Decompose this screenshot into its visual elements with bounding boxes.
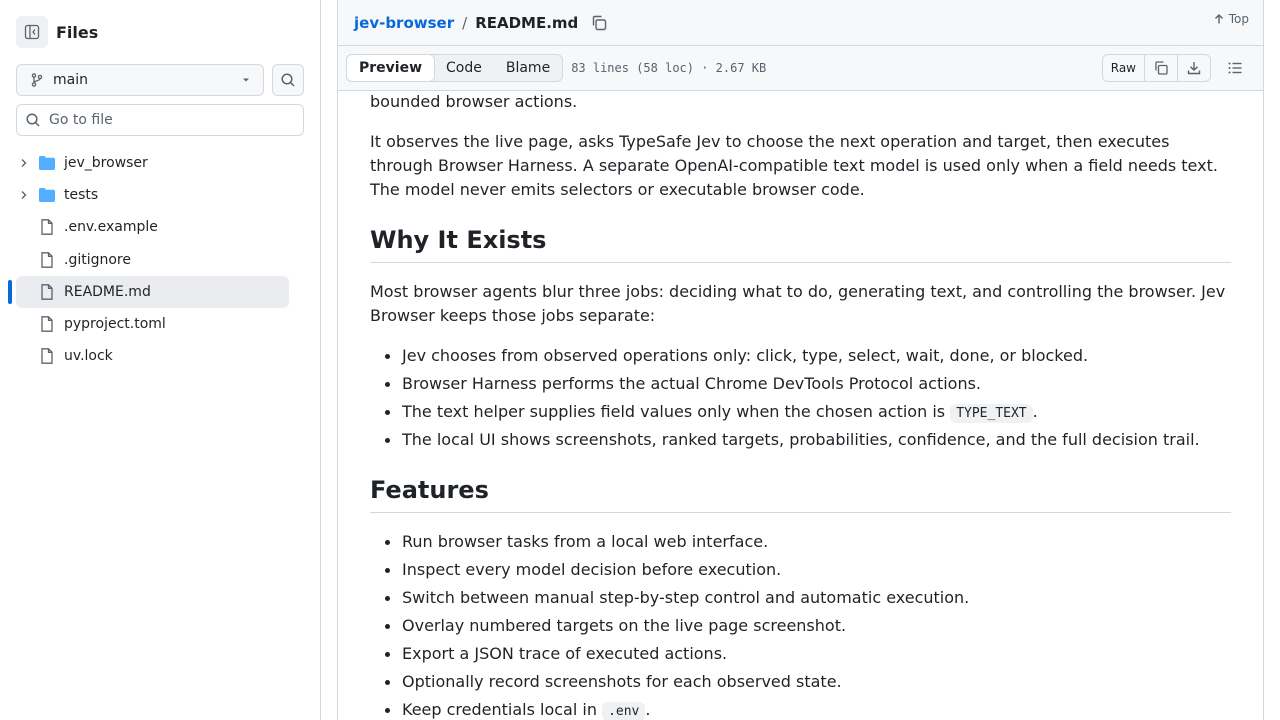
tree-item-label: uv.lock bbox=[64, 348, 113, 364]
arrow-up-icon bbox=[1213, 13, 1225, 25]
branch-name: main bbox=[53, 72, 88, 88]
collapse-sidebar-button[interactable] bbox=[16, 16, 48, 48]
tree-item-label: pyproject.toml bbox=[64, 316, 166, 332]
active-file-indicator bbox=[8, 280, 12, 304]
tree-item-jev-browser[interactable] bbox=[16, 147, 289, 179]
list-item-text-tail: . bbox=[645, 700, 651, 719]
file-icon bbox=[38, 218, 56, 236]
list-item bbox=[370, 400, 1231, 428]
outline-button[interactable] bbox=[1221, 54, 1249, 82]
list-item-text-tail: . bbox=[1032, 402, 1038, 421]
tab-code[interactable]: Code bbox=[446, 60, 482, 76]
features-list bbox=[370, 530, 1231, 720]
tab-preview[interactable]: Preview bbox=[346, 54, 435, 82]
caret-down-icon bbox=[241, 75, 251, 85]
inline-code: TYPE_TEXT bbox=[950, 404, 1032, 423]
list-item: Jev chooses from observed operations only: click, type, select, wait, done, or blocked. bbox=[370, 344, 1231, 372]
inline-code: .env bbox=[602, 702, 645, 720]
tree-item-pyproject[interactable] bbox=[16, 308, 289, 340]
tab-blame[interactable]: Blame bbox=[505, 60, 551, 76]
chevron-right-icon[interactable] bbox=[18, 157, 30, 169]
list-item: Export a JSON trace of executed actions. bbox=[370, 642, 1231, 670]
back-to-top-button[interactable] bbox=[1213, 12, 1249, 26]
breadcrumb-repo-link[interactable]: jev-browser bbox=[354, 13, 455, 32]
search-icon bbox=[280, 72, 296, 88]
folder-icon bbox=[38, 186, 56, 204]
list-item: Browser Harness performs the actual Chrome DevTools Protocol actions. bbox=[370, 372, 1231, 400]
branch-selector[interactable] bbox=[16, 64, 264, 96]
folder-icon bbox=[38, 154, 56, 172]
copy-raw-button[interactable] bbox=[1145, 55, 1178, 81]
intro-paragraph-tail: bounded browser actions. bbox=[370, 92, 578, 111]
search-icon bbox=[25, 112, 41, 128]
breadcrumb-separator: / bbox=[462, 13, 468, 32]
tree-item-label: jev_browser bbox=[64, 155, 148, 171]
copy-path-icon[interactable] bbox=[590, 14, 608, 32]
list-outline-icon bbox=[1227, 60, 1243, 76]
tree-item-label: tests bbox=[64, 187, 99, 203]
download-button[interactable] bbox=[1178, 55, 1210, 81]
file-icon bbox=[38, 347, 56, 365]
list-item: Run browser tasks from a local web interface. bbox=[370, 530, 1231, 558]
heading-features: Features bbox=[370, 476, 1231, 513]
overview-paragraph: It observes the live page, asks TypeSafe Jev to choose the next operation and target, then executes through Browser Harness. A separate OpenAI-compatible text model is used only when a field needs text. The model never emits selectors or executable browser code. bbox=[370, 132, 1218, 199]
file-icon bbox=[38, 251, 56, 269]
go-to-file-input[interactable] bbox=[16, 104, 304, 136]
file-header bbox=[337, 0, 1264, 45]
list-item-text: The text helper supplies field values only when the chosen action is bbox=[402, 402, 951, 421]
why-paragraph: Most browser agents blur three jobs: deciding what to do, generating text, and controlling the browser. Jev Browser keeps those jobs separate: bbox=[370, 282, 1226, 325]
list-item: Inspect every model decision before execution. bbox=[370, 558, 1231, 586]
sidebar-title: Files bbox=[56, 22, 99, 42]
breadcrumb-file-name: README.md bbox=[475, 13, 579, 32]
list-item bbox=[370, 698, 1231, 720]
file-toolbar bbox=[337, 45, 1264, 91]
chevron-right-icon[interactable] bbox=[18, 189, 30, 201]
tree-item-label: .gitignore bbox=[64, 252, 131, 268]
tree-item-gitignore[interactable] bbox=[16, 244, 289, 276]
tree-item-env-example[interactable] bbox=[16, 211, 289, 243]
view-mode-tabs bbox=[346, 54, 563, 82]
list-item: Overlay numbered targets on the live page screenshot. bbox=[370, 614, 1231, 642]
readme-viewer bbox=[337, 91, 1264, 720]
tree-item-uv-lock[interactable] bbox=[16, 340, 289, 372]
tree-item-readme[interactable] bbox=[16, 276, 289, 308]
tree-item-tests[interactable] bbox=[16, 179, 289, 211]
copy-icon bbox=[1153, 60, 1169, 76]
file-actions bbox=[1102, 54, 1249, 82]
file-action-group bbox=[1102, 54, 1211, 82]
sidebar-collapse-icon bbox=[24, 24, 40, 40]
download-icon bbox=[1186, 60, 1202, 76]
tree-item-label: README.md bbox=[64, 284, 151, 300]
sidebar-divider[interactable] bbox=[320, 0, 321, 720]
file-stats: 83 lines (58 loc) · 2.67 KB bbox=[571, 61, 767, 75]
go-to-file-placeholder: Go to file bbox=[49, 112, 113, 128]
sidebar-header bbox=[16, 16, 98, 48]
raw-button[interactable]: Raw bbox=[1103, 55, 1145, 81]
why-list bbox=[370, 344, 1231, 456]
list-item: Optionally record screenshots for each observed state. bbox=[370, 670, 1231, 698]
search-files-button[interactable] bbox=[272, 64, 304, 96]
tree-item-label: .env.example bbox=[64, 219, 158, 235]
heading-why-it-exists: Why It Exists bbox=[370, 226, 1231, 263]
list-item: Switch between manual step-by-step control and automatic execution. bbox=[370, 586, 1231, 614]
top-label: Top bbox=[1228, 12, 1249, 26]
file-icon bbox=[38, 283, 56, 301]
list-item-text: Keep credentials local in bbox=[402, 700, 603, 719]
file-icon bbox=[38, 315, 56, 333]
file-tree-sidebar bbox=[0, 0, 320, 720]
list-item: The local UI shows screenshots, ranked targets, probabilities, confidence, and the full decision trail. bbox=[370, 428, 1231, 456]
git-branch-icon bbox=[29, 72, 45, 88]
